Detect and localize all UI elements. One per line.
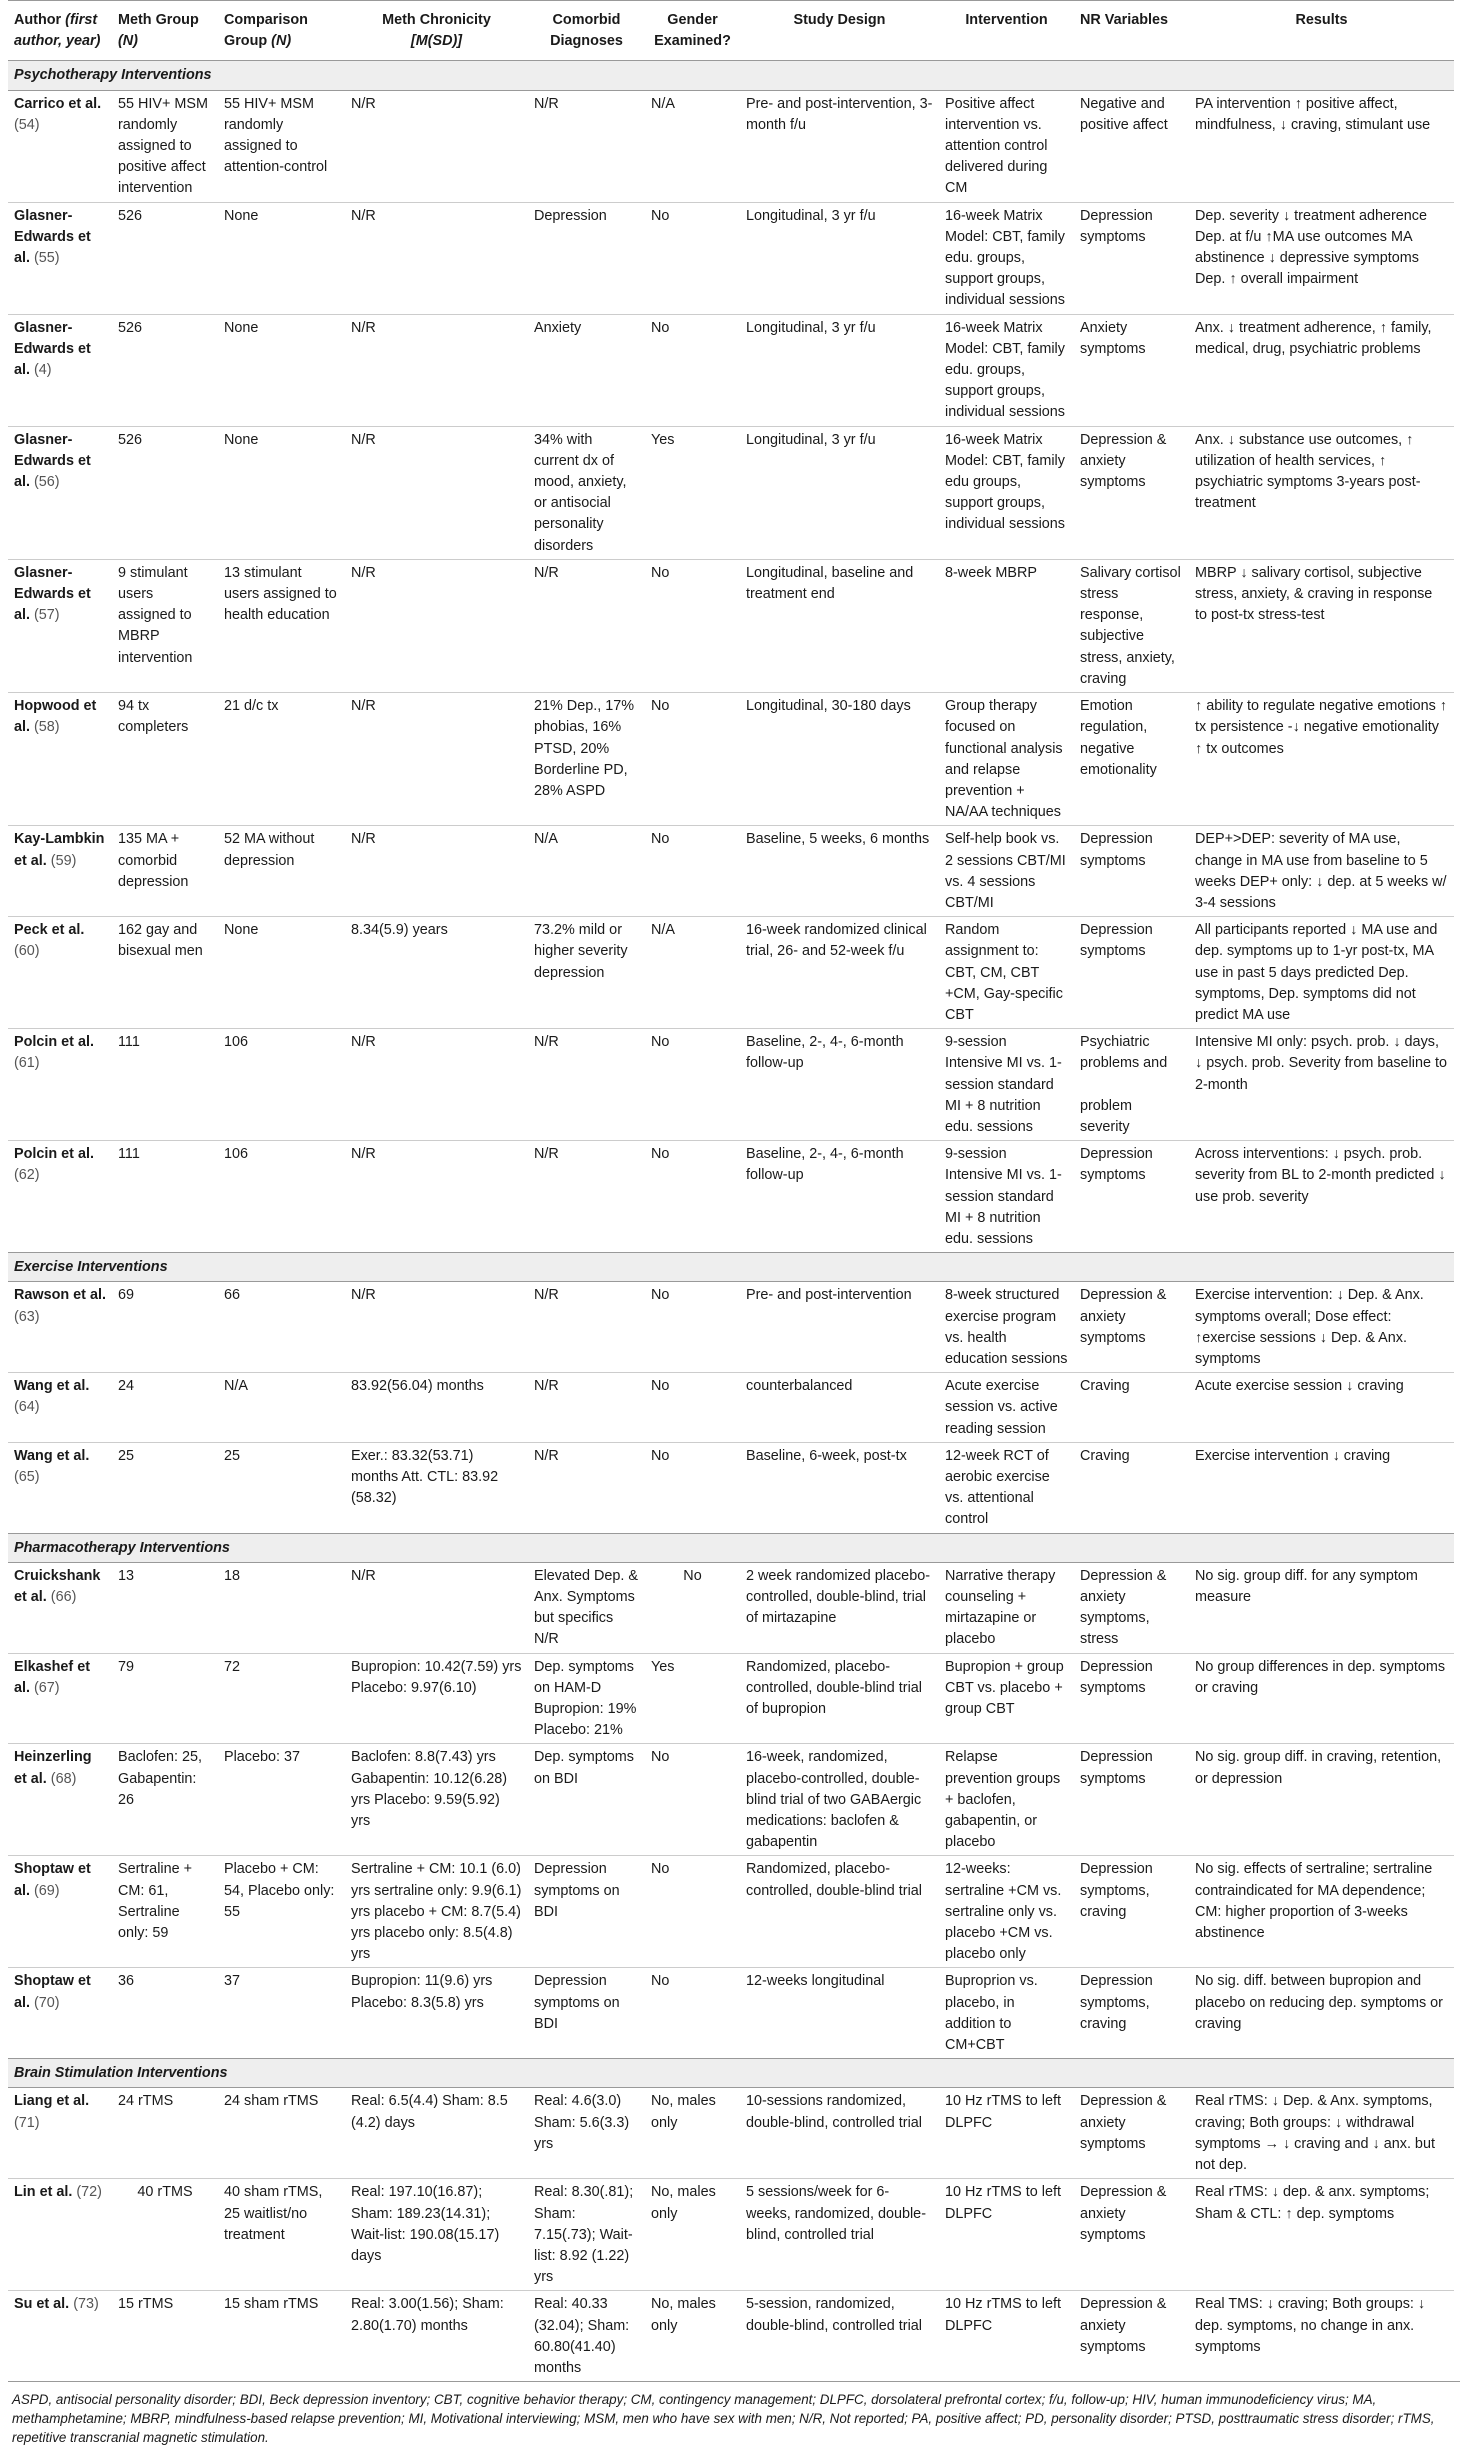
table-row (8, 1562, 1454, 1653)
gender-cell: No (645, 1029, 740, 1141)
intervention-cell: 16-week Matrix Model: CBT, family edu groups, support groups, individual sessions (939, 426, 1074, 559)
reference-link[interactable]: (73) (73, 2296, 99, 2313)
meth-group-cell: 36 (112, 1968, 218, 2059)
nr-variables-cell: Psychiatric problems and problem severity (1074, 1029, 1189, 1141)
intervention-cell: 8-week MBRP (939, 559, 1074, 692)
comorbid-cell: Elevated Dep. & Anx. Symptoms but specifics N/R (528, 1562, 645, 1653)
section-header-row (8, 61, 1454, 90)
reference-link[interactable]: (68) (50, 1770, 77, 1787)
nr-variables-cell: Depression & anxiety symptoms (1074, 2291, 1189, 2381)
gender-cell: No (645, 1282, 740, 1373)
author-name: Polcin et al. (14, 1146, 94, 1163)
design-cell: Pre- and post-intervention (740, 1282, 939, 1373)
chronicity-cell: Bupropion: 10.42(7.59) yrs Placebo: 9.97(6.10) (345, 1653, 528, 1744)
comparison-group-cell: None (218, 426, 345, 559)
header-nr-variables: NR Variables (1074, 1, 1189, 61)
table-row (8, 90, 1454, 202)
design-cell: Baseline, 2-, 4-, 6-month follow-up (740, 1029, 939, 1141)
comparison-group-cell: Placebo: 37 (218, 1744, 345, 1856)
comparison-group-cell: 21 d/c tx (218, 693, 345, 826)
chronicity-cell: Bupropion: 11(9.6) yrs Placebo: 8.3(5.8) yrs (345, 1968, 528, 2059)
chronicity-cell: N/R (345, 202, 528, 314)
chronicity-cell: N/R (345, 1562, 528, 1653)
results-cell: ↑ ability to regulate negative emotions ↑ tx persistence -↓ negative emotionality ↑ tx outcomes (1189, 693, 1454, 826)
intervention-cell: Group therapy focused on functional analysis and relapse prevention + NA/AA techniques (939, 693, 1074, 826)
design-cell: 12-weeks longitudinal (740, 1968, 939, 2059)
results-cell: Exercise intervention ↓ craving (1189, 1442, 1454, 1533)
nr-variables-cell: Depression symptoms, craving (1074, 1968, 1189, 2059)
reference-link[interactable]: (57) (34, 607, 60, 624)
reference-link[interactable]: (71) (14, 2114, 40, 2131)
reference-link[interactable]: (60) (14, 943, 40, 960)
header-results: Results (1189, 1, 1454, 61)
header-design: Study Design (740, 1, 939, 61)
comparison-group-cell: 66 (218, 1282, 345, 1373)
nr-variables-cell: Depression & anxiety symptoms (1074, 2088, 1189, 2179)
author-name: Wang et al. (14, 1378, 90, 1395)
nr-variables-cell: Depression symptoms (1074, 1141, 1189, 1253)
comorbid-cell: N/R (528, 1282, 645, 1373)
design-cell: 5 sessions/week for 6-weeks, randomized, double-blind, controlled trial (740, 2179, 939, 2291)
table-row (8, 1744, 1454, 1856)
table-row (8, 2179, 1454, 2291)
design-cell: Baseline, 2-, 4-, 6-month follow-up (740, 1141, 939, 1253)
author-name: Shoptaw et al. (14, 1973, 91, 2011)
meth-group-cell: Sertraline + CM: 61, Sertraline only: 59 (112, 1856, 218, 1968)
intervention-cell: 9-session Intensive MI vs. 1-session standard MI + 8 nutrition edu. sessions (939, 1141, 1074, 1253)
comorbid-cell: Real: 40.33 (32.04); Sham: 60.80(41.40) months (528, 2291, 645, 2381)
author-name: Wang et al. (14, 1447, 90, 1464)
gender-cell: No, males only (645, 2291, 740, 2381)
table-row (8, 1373, 1454, 1443)
table-row (8, 1141, 1454, 1253)
header-meth-group: Meth Group (N) (112, 1, 218, 61)
comparison-group-cell: 13 stimulant users assigned to health education (218, 559, 345, 692)
reference-link[interactable]: (62) (14, 1167, 40, 1184)
design-cell: Longitudinal, 3 yr f/u (740, 426, 939, 559)
meth-group-cell: 162 gay and bisexual men (112, 917, 218, 1029)
reference-link[interactable]: (72) (76, 2184, 102, 2201)
table-row (8, 202, 1454, 314)
author-cell (8, 90, 112, 202)
meth-group-cell: 526 (112, 426, 218, 559)
comparison-group-cell: 37 (218, 1968, 345, 2059)
nr-variables-cell: Craving (1074, 1442, 1189, 1533)
design-cell: Randomized, placebo-controlled, double-blind trial (740, 1856, 939, 1968)
author-name: Cruickshank et al. (14, 1567, 101, 1606)
nr-variables-cell: Depression symptoms (1074, 917, 1189, 1029)
chronicity-cell: 8.34(5.9) years (345, 917, 528, 1029)
meth-group-cell: 13 (112, 1562, 218, 1653)
chronicity-cell: N/R (345, 826, 528, 917)
results-cell: No sig. effects of sertraline; sertraline contraindicated for MA dependence; CM: higher proportion of 3-weeks abstinence (1189, 1856, 1454, 1968)
comorbid-cell: N/R (528, 1373, 645, 1443)
comparison-group-cell: 106 (218, 1029, 345, 1141)
design-cell: Pre- and post-intervention, 3-month f/u (740, 90, 939, 202)
gender-cell: No, males only (645, 2179, 740, 2291)
nr-variables-cell: Negative and positive affect (1074, 90, 1189, 202)
reference-link[interactable]: (56) (34, 474, 60, 491)
reference-link[interactable]: (61) (14, 1055, 40, 1072)
author-cell (8, 1653, 112, 1744)
author-cell (8, 1562, 112, 1653)
gender-cell: No (645, 1373, 740, 1443)
table-row (8, 1282, 1454, 1373)
intervention-cell: Narrative therapy counseling + mirtazapine or placebo (939, 1562, 1074, 1653)
meth-group-cell: 79 (112, 1653, 218, 1744)
results-cell: Acute exercise session ↓ craving (1189, 1373, 1454, 1443)
design-cell: 16-week, randomized, placebo-controlled, double-blind trial of two GABAergic medications: baclofen & gabapentin (740, 1744, 939, 1856)
author-cell (8, 2179, 112, 2291)
header-comparison-group: Comparison Group (N) (218, 1, 345, 61)
comparison-group-cell: 15 sham rTMS (218, 2291, 345, 2381)
comorbid-cell: N/R (528, 90, 645, 202)
comorbid-cell: Real: 4.6(3.0) Sham: 5.6(3.3) yrs (528, 2088, 645, 2179)
nr-variables-cell: Depression symptoms (1074, 1744, 1189, 1856)
intervention-cell: Acute exercise session vs. active reading session (939, 1373, 1074, 1443)
reference-link[interactable]: (54) (14, 116, 40, 133)
gender-cell: No (645, 1744, 740, 1856)
author-name: Rawson et al. (14, 1287, 106, 1304)
intervention-cell: 12-weeks: sertraline +CM vs. sertraline only vs. placebo +CM vs. placebo only (939, 1856, 1074, 1968)
comparison-group-cell: N/A (218, 1373, 345, 1443)
chronicity-cell: N/R (345, 559, 528, 692)
header-chronicity: Meth Chronicity [M(SD)] (345, 1, 528, 61)
meth-group-cell: 25 (112, 1442, 218, 1533)
meth-group-cell: 69 (112, 1282, 218, 1373)
comorbid-cell: Real: 8.30(.81); Sham: 7.15(.73); Wait-list: 8.92 (1.22) yrs (528, 2179, 645, 2291)
nr-variables-cell: Depression & anxiety symptoms, stress (1074, 1562, 1189, 1653)
chronicity-cell: Baclofen: 8.8(7.43) yrs Gabapentin: 10.12(6.28) yrs Placebo: 9.59(5.92) yrs (345, 1744, 528, 1856)
author-name: Lin et al. (14, 2184, 73, 2201)
comorbid-cell: N/R (528, 1029, 645, 1141)
intervention-cell: 9-session Intensive MI vs. 1-session standard MI + 8 nutrition edu. sessions (939, 1029, 1074, 1141)
meth-group-cell: 94 tx completers (112, 693, 218, 826)
intervention-cell: Random assignment to: CBT, CM, CBT +CM, Gay-specific CBT (939, 917, 1074, 1029)
reference-link[interactable]: (59) (50, 852, 77, 869)
intervention-cell: Buproprion vs. placebo, in addition to CM+CBT (939, 1968, 1074, 2059)
table-row (8, 1968, 1454, 2059)
table-row (8, 1442, 1454, 1533)
intervention-cell: Self-help book vs. 2 sessions CBT/MI vs. 4 sessions CBT/MI (939, 826, 1074, 917)
table-row (8, 1856, 1454, 1968)
author-name: Glasner-Edwards et al. (14, 564, 91, 624)
intervention-cell: 16-week Matrix Model: CBT, family edu. groups, support groups, individual sessions (939, 314, 1074, 426)
gender-cell: Yes (645, 426, 740, 559)
comparison-group-cell: 25 (218, 1442, 345, 1533)
design-cell: 10-sessions randomized, double-blind, controlled trial (740, 2088, 939, 2179)
studies-table (8, 0, 1454, 2381)
design-cell: Baseline, 5 weeks, 6 months (740, 826, 939, 917)
intervention-cell: Relapse prevention groups + baclofen, gabapentin, or placebo (939, 1744, 1074, 1856)
author-name: Peck et al. (14, 922, 85, 939)
table-row (8, 826, 1454, 917)
comorbid-cell: Depression symptoms on BDI (528, 1968, 645, 2059)
design-cell: Longitudinal, 30-180 days (740, 693, 939, 826)
meth-group-cell: 55 HIV+ MSM randomly assigned to positive affect intervention (112, 90, 218, 202)
author-name: Glasner-Edwards et al. (14, 431, 91, 491)
author-name: Kay-Lambkin et al. (14, 831, 105, 869)
author-cell (8, 917, 112, 1029)
results-cell: Real rTMS: ↓ dep. & anx. symptoms; Sham & CTL: ↑ dep. symptoms (1189, 2179, 1454, 2291)
author-cell (8, 1442, 112, 1533)
gender-cell: No (645, 559, 740, 692)
chronicity-cell: N/R (345, 426, 528, 559)
nr-variables-cell: Depression & anxiety symptoms (1074, 2179, 1189, 2291)
header-author: Author (first author, year) (8, 1, 112, 61)
nr-variables-cell: Depression & anxiety symptoms (1074, 1282, 1189, 1373)
reference-link[interactable]: (63) (14, 1308, 40, 1325)
gender-cell: No (645, 1968, 740, 2059)
author-cell (8, 1856, 112, 1968)
reference-link[interactable]: (64) (14, 1399, 40, 1416)
design-cell: 5-session, randomized, double-blind, controlled trial (740, 2291, 939, 2381)
gender-cell: No, males only (645, 2088, 740, 2179)
author-cell (8, 1029, 112, 1141)
comparison-group-cell: 18 (218, 1562, 345, 1653)
table-header (8, 1, 1454, 61)
intervention-cell: 16-week Matrix Model: CBT, family edu. groups, support groups, individual sessions (939, 202, 1074, 314)
gender-cell: No (645, 1856, 740, 1968)
chronicity-cell: Exer.: 83.32(53.71) months Att. CTL: 83.92 (58.32) (345, 1442, 528, 1533)
author-name: Hopwood et al. (14, 698, 97, 736)
table-row (8, 1653, 1454, 1744)
section-title: Psychotherapy Interventions (8, 61, 1454, 90)
gender-cell: No (645, 202, 740, 314)
gender-cell: No (645, 1562, 740, 1653)
design-cell: 16-week randomized clinical trial, 26- and 52-week f/u (740, 917, 939, 1029)
comorbid-cell: Dep. symptoms on BDI (528, 1744, 645, 1856)
author-cell (8, 1141, 112, 1253)
meth-group-cell: 24 rTMS (112, 2088, 218, 2179)
comorbid-cell: 73.2% mild or higher severity depression (528, 917, 645, 1029)
results-cell: Real TMS: ↓ craving; Both groups: ↓ dep. symptoms, no change in anx. symptoms (1189, 2291, 1454, 2381)
chronicity-cell: N/R (345, 1141, 528, 1253)
nr-variables-cell: Depression & anxiety symptoms (1074, 426, 1189, 559)
chronicity-cell: N/R (345, 90, 528, 202)
section-title: Brain Stimulation Interventions (8, 2059, 1454, 2088)
reference-link[interactable]: (70) (34, 1994, 60, 2011)
results-cell: Real rTMS: ↓ Dep. & Anx. symptoms, craving; Both groups: ↓ withdrawal symptoms → ↓ craving and ↓ anx. but not dep. (1189, 2088, 1454, 2179)
design-cell: counterbalanced (740, 1373, 939, 1443)
author-cell (8, 2291, 112, 2381)
comorbid-cell: N/A (528, 826, 645, 917)
table-row (8, 1029, 1454, 1141)
results-cell: DEP+>DEP: severity of MA use, change in MA use from baseline to 5 weeks DEP+ only: ↓ dep. at 5 weeks w/ 3-4 sessions (1189, 826, 1454, 917)
author-name: Elkashef et al. (14, 1658, 90, 1696)
results-cell: PA intervention ↑ positive affect, mindfulness, ↓ craving, stimulant use (1189, 90, 1454, 202)
design-cell: Longitudinal, 3 yr f/u (740, 202, 939, 314)
results-cell: Exercise intervention: ↓ Dep. & Anx. symptoms overall; Dose effect: ↑exercise sessions ↓ Dep. & Anx. symptoms (1189, 1282, 1454, 1373)
author-cell (8, 1373, 112, 1443)
header-gender: Gender Examined? (645, 1, 740, 61)
comorbid-cell: N/R (528, 559, 645, 692)
author-name: Carrico et al. (14, 95, 102, 112)
comorbid-cell: 21% Dep., 17% phobias, 16% PTSD, 20% Borderline PD, 28% ASPD (528, 693, 645, 826)
design-cell: 2 week randomized placebo-controlled, double-blind, trial of mirtazapine (740, 1562, 939, 1653)
comparison-group-cell: 106 (218, 1141, 345, 1253)
author-cell (8, 202, 112, 314)
comparison-group-cell: 52 MA without depression (218, 826, 345, 917)
results-cell: Intensive MI only: psych. prob. ↓ days, ↓ psych. prob. Severity from baseline to 2-month (1189, 1029, 1454, 1141)
author-cell (8, 1968, 112, 2059)
table-footnote: ASPD, antisocial personality disorder; BDI, Beck depression inventory; CBT, cognitive behavior therapy; CM, contingency management; DLPFC, dorsolateral prefrontal cortex; f/u, follow-up; HIV, human immunodeficiency virus; MA, methamphetamine; MBRP, mindfulness-based relapse prevention; MI, Motivational interviewing; MSM, men who have sex with men; N/R, Not reported; PA, positive affect; PD, personality disorder; PTSD, posttraumatic stress disorder; rTMS, repetitive transcranial magnetic stimulation. (8, 2381, 1460, 2447)
meth-group-cell: 135 MA + comorbid depression (112, 826, 218, 917)
section-header-row (8, 1533, 1454, 1562)
results-cell: Dep. severity ↓ treatment adherence Dep. at f/u ↑MA use outcomes MA abstinence ↓ depressive symptoms Dep. ↑ overall impairment (1189, 202, 1454, 314)
author-cell (8, 826, 112, 917)
reference-link[interactable]: (66) (50, 1589, 77, 1606)
chronicity-cell: N/R (345, 1029, 528, 1141)
comparison-group-cell: 72 (218, 1653, 345, 1744)
author-name: Glasner-Edwards et al. (14, 207, 91, 267)
meth-group-cell: 15 rTMS (112, 2291, 218, 2381)
comparison-group-cell: 24 sham rTMS (218, 2088, 345, 2179)
nr-variables-cell: Depression symptoms, craving (1074, 1856, 1189, 1968)
nr-variables-cell: Depression symptoms (1074, 826, 1189, 917)
intervention-cell: 12-week RCT of aerobic exercise vs. attentional control (939, 1442, 1074, 1533)
results-cell: No sig. group diff. for any symptom measure (1189, 1562, 1454, 1653)
intervention-cell: 10 Hz rTMS to left DLPFC (939, 2088, 1074, 2179)
intervention-cell: 10 Hz rTMS to left DLPFC (939, 2179, 1074, 2291)
gender-cell: No (645, 1442, 740, 1533)
author-name: Glasner-Edwards et al. (14, 319, 91, 379)
reference-link[interactable]: (67) (34, 1679, 60, 1696)
author-cell (8, 1744, 112, 1856)
results-cell: Anx. ↓ treatment adherence, ↑ family, medical, drug, psychiatric problems (1189, 314, 1454, 426)
comorbid-cell: 34% with current dx of mood, anxiety, or antisocial personality disorders (528, 426, 645, 559)
results-cell: MBRP ↓ salivary cortisol, subjective stress, anxiety, & craving in response to post-tx stress-test (1189, 559, 1454, 692)
table-row (8, 693, 1454, 826)
table-row (8, 559, 1454, 692)
table-row (8, 917, 1454, 1029)
nr-variables-cell: Salivary cortisol stress response, subjective stress, anxiety, craving (1074, 559, 1189, 692)
comorbid-cell: Anxiety (528, 314, 645, 426)
section-header-row (8, 1253, 1454, 1282)
results-cell: Across interventions: ↓ psych. prob. severity from BL to 2-month predicted ↓ use prob. severity (1189, 1141, 1454, 1253)
reference-link[interactable]: (4) (34, 362, 52, 379)
comparison-group-cell: None (218, 202, 345, 314)
author-name: Polcin et al. (14, 1034, 94, 1051)
intervention-cell: Positive affect intervention vs. attention control delivered during CM (939, 90, 1074, 202)
gender-cell: N/A (645, 917, 740, 1029)
comorbid-cell: Depression symptoms on BDI (528, 1856, 645, 1968)
comparison-group-cell: Placebo + CM: 54, Placebo only: 55 (218, 1856, 345, 1968)
gender-cell: No (645, 314, 740, 426)
comparison-group-cell: 55 HIV+ MSM randomly assigned to attention-control (218, 90, 345, 202)
gender-cell: No (645, 826, 740, 917)
chronicity-cell: Real: 197.10(16.87); Sham: 189.23(14.31); Wait-list: 190.08(15.17) days (345, 2179, 528, 2291)
header-comorbid: Comorbid Diagnoses (528, 1, 645, 61)
section-title: Pharmacotherapy Interventions (8, 1533, 1454, 1562)
results-cell: No group differences in dep. symptoms or craving (1189, 1653, 1454, 1744)
author-cell (8, 426, 112, 559)
design-cell: Longitudinal, 3 yr f/u (740, 314, 939, 426)
author-name: Su et al. (14, 2296, 70, 2313)
meth-group-cell: 40 rTMS (112, 2179, 218, 2291)
results-cell: No sig. group diff. in craving, retention, or depression (1189, 1744, 1454, 1856)
meth-group-cell: Baclofen: 25, Gabapentin: 26 (112, 1744, 218, 1856)
nr-variables-cell: Depression symptoms (1074, 1653, 1189, 1744)
reference-link[interactable]: (55) (34, 250, 60, 267)
meth-group-cell: 9 stimulant users assigned to MBRP intervention (112, 559, 218, 692)
chronicity-cell: Real: 3.00(1.56); Sham: 2.80(1.70) months (345, 2291, 528, 2381)
author-name: Heinzerling et al. (14, 1749, 92, 1787)
table-row (8, 2088, 1454, 2179)
design-cell: Baseline, 6-week, post-tx (740, 1442, 939, 1533)
comorbid-cell: N/R (528, 1141, 645, 1253)
reference-link[interactable]: (58) (34, 719, 60, 736)
reference-link[interactable]: (65) (14, 1469, 40, 1485)
meth-group-cell: 111 (112, 1141, 218, 1253)
header-intervention: Intervention (939, 1, 1074, 61)
table-row (8, 2291, 1454, 2381)
nr-variables-cell: Emotion regulation, negative emotionality (1074, 693, 1189, 826)
design-cell: Randomized, placebo-controlled, double-blind trial of bupropion (740, 1653, 939, 1744)
reference-link[interactable]: (69) (34, 1882, 60, 1899)
comparison-group-cell: None (218, 314, 345, 426)
chronicity-cell: Real: 6.5(4.4) Sham: 8.5 (4.2) days (345, 2088, 528, 2179)
author-cell (8, 1282, 112, 1373)
meth-group-cell: 111 (112, 1029, 218, 1141)
section-title: Exercise Interventions (8, 1253, 1454, 1282)
author-cell (8, 693, 112, 826)
author-name: Shoptaw et al. (14, 1861, 91, 1899)
gender-cell: Yes (645, 1653, 740, 1744)
results-cell: No sig. diff. between bupropion and placebo on reducing dep. symptoms or craving (1189, 1968, 1454, 2059)
meth-group-cell: 24 (112, 1373, 218, 1443)
results-cell: All participants reported ↓ MA use and dep. symptoms up to 1-yr post-tx, MA use in past 5 days predicted Dep. symptoms, Dep. symptoms did not predict MA use (1189, 917, 1454, 1029)
section-header-row (8, 2059, 1454, 2088)
chronicity-cell: N/R (345, 693, 528, 826)
author-name: Liang et al. (14, 2093, 90, 2110)
nr-variables-cell: Anxiety symptoms (1074, 314, 1189, 426)
nr-variables-cell: Depression symptoms (1074, 202, 1189, 314)
chronicity-cell: N/R (345, 1282, 528, 1373)
author-cell (8, 2088, 112, 2179)
meth-group-cell: 526 (112, 202, 218, 314)
intervention-cell: 10 Hz rTMS to left DLPFC (939, 2291, 1074, 2381)
comparison-group-cell: 40 sham rTMS, 25 waitlist/no treatment (218, 2179, 345, 2291)
comorbid-cell: Dep. symptoms on HAM-D Bupropion: 19% Placebo: 21% (528, 1653, 645, 1744)
chronicity-cell: Sertraline + CM: 10.1 (6.0) yrs sertraline only: 9.9(6.1) yrs placebo + CM: 8.7(5.4) yrs placebo only: 8.5(4.8) yrs (345, 1856, 528, 1968)
comorbid-cell: Depression (528, 202, 645, 314)
comorbid-cell: N/R (528, 1442, 645, 1533)
results-cell: Anx. ↓ substance use outcomes, ↑ utilization of health services, ↑ psychiatric symptoms 3-years post-treatment (1189, 426, 1454, 559)
design-cell: Longitudinal, baseline and treatment end (740, 559, 939, 692)
comparison-group-cell: None (218, 917, 345, 1029)
chronicity-cell: N/R (345, 314, 528, 426)
table-row (8, 426, 1454, 559)
meth-group-cell: 526 (112, 314, 218, 426)
gender-cell: No (645, 693, 740, 826)
author-cell (8, 559, 112, 692)
chronicity-cell: 83.92(56.04) months (345, 1373, 528, 1443)
table-row (8, 314, 1454, 426)
gender-cell: No (645, 1141, 740, 1253)
author-cell (8, 314, 112, 426)
gender-cell: N/A (645, 90, 740, 202)
intervention-cell: Bupropion + group CBT vs. placebo + group CBT (939, 1653, 1074, 1744)
nr-variables-cell: Craving (1074, 1373, 1189, 1443)
intervention-cell: 8-week structured exercise program vs. health education sessions (939, 1282, 1074, 1373)
table-body (8, 61, 1454, 2381)
